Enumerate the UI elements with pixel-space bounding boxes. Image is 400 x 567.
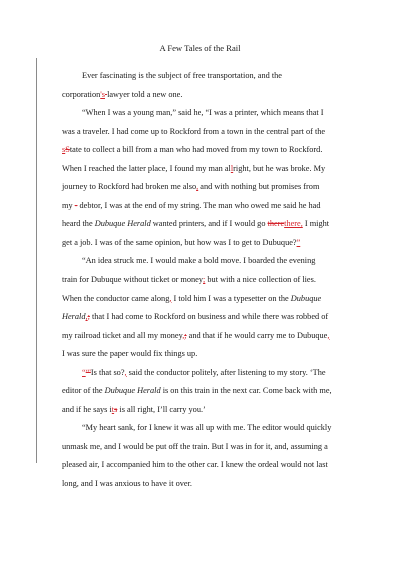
text-segment: said the conductor politely, after listening to my story. ‘The xyxy=(126,367,326,377)
text-segment: and if he says i xyxy=(62,404,112,414)
inserted-text: , xyxy=(196,182,199,192)
text-segment: journey to Rockford had broken me also xyxy=(62,182,197,192)
text-line xyxy=(62,234,368,253)
revision-margin-bar xyxy=(36,58,37,463)
deleted-text: ; xyxy=(87,312,90,322)
deleted-text: - xyxy=(74,200,78,210)
deleted-text: s xyxy=(114,404,118,414)
text-line xyxy=(62,382,368,401)
text-segment: lawyer told a new one. xyxy=(107,89,183,99)
inserted-text: l xyxy=(230,163,234,173)
text-segment: When the conductor came along xyxy=(62,293,170,303)
text-line xyxy=(62,123,368,142)
text-segment: was sure the paper would fix things up. xyxy=(66,349,198,359)
text-segment: get a job. I xyxy=(62,237,100,247)
text-segment: “An idea struck me. I would make a bold move. I boarded the evening xyxy=(82,256,316,266)
text-segment: debtor, I was at the end of my string. The man who owed me said he had xyxy=(77,200,321,210)
inserted-text: s xyxy=(62,145,66,155)
text-segment: my xyxy=(62,200,75,210)
text-segment: train for Dubuque without ticket or money xyxy=(62,275,204,285)
document-body xyxy=(62,67,368,494)
text-line xyxy=(62,178,368,197)
text-line xyxy=(62,290,368,309)
text-segment: Ever fascinating is the subject of free transportation, and the xyxy=(82,71,282,80)
text-segment: was of the same opinion, but how was I to get to Dubuque? xyxy=(99,237,297,247)
italic-title: Dubuque Herald xyxy=(104,386,161,396)
text-segment: and with nothing but promises from xyxy=(198,182,320,192)
text-segment: was a traveler. I had come up to Rockford from a town in the central part of the xyxy=(62,126,326,136)
document-title: A Few Tales of the Rail xyxy=(159,43,241,53)
text-line xyxy=(62,215,368,234)
text-segment: right, but he was broke. My xyxy=(233,163,326,173)
text-segment: editor of the xyxy=(62,386,105,396)
text-line xyxy=(62,86,368,105)
inserted-text: , xyxy=(85,312,88,322)
text-segment: tate to collect a bill from a man who had moved from my town to Rockford. xyxy=(69,145,323,155)
inserted-text: “ xyxy=(82,367,86,377)
inserted-text: t xyxy=(111,404,115,414)
text-line xyxy=(62,197,368,216)
text-line xyxy=(62,271,368,290)
text-line xyxy=(62,141,368,160)
inserted-text: ” xyxy=(296,237,301,247)
inserted-text: 's xyxy=(100,89,105,99)
text-line xyxy=(62,364,368,383)
text-segment: the xyxy=(82,219,95,229)
deleted-text: ; xyxy=(184,330,187,340)
italic-title: Dubuque Herald xyxy=(94,219,151,229)
inserted-text: , xyxy=(327,330,330,340)
text-segment: I told him I was a typesetter on the xyxy=(171,293,291,303)
text-line xyxy=(62,401,368,420)
text-segment: is on this train in the next car. Come back with me, xyxy=(160,386,332,396)
text-line xyxy=(62,419,368,438)
text-segment: “My heart sank, for I knew it was all up with me. The editor would quickly xyxy=(82,423,332,433)
inserted-text: , xyxy=(124,367,127,377)
text-segment: wanted printers, and if I would go xyxy=(150,219,268,229)
text-line xyxy=(62,327,368,346)
italic-title: Dubuque xyxy=(290,293,322,303)
text-segment: my railroad ticket and all my money xyxy=(62,330,183,340)
text-segment: When I reached the latter place, I found my man al xyxy=(62,163,231,173)
text-line xyxy=(62,438,368,457)
text-segment: I might xyxy=(302,219,330,229)
text-segment: pleased air, I accompanied him to the other car. I knew the ordeal would not last xyxy=(62,460,328,470)
text-segment: I xyxy=(62,349,67,359)
text-line xyxy=(62,104,368,123)
text-line xyxy=(62,475,368,494)
text-segment: “When I was a young man,” said he, “I was a printer, which means that I xyxy=(82,108,324,118)
inserted-text: , xyxy=(182,330,185,340)
text-line xyxy=(62,345,368,364)
deleted-text: S xyxy=(65,145,70,155)
deleted-text: there xyxy=(267,219,285,229)
text-segment: unmask me, and I would be put off the train. But I was in for it, and, assuming a xyxy=(62,441,328,451)
inserted-text: , xyxy=(169,293,172,303)
inserted-text: ; xyxy=(203,275,206,285)
text-segment: long, and I was anxious to have it over. xyxy=(62,479,192,489)
text-line xyxy=(62,308,368,327)
text-line xyxy=(62,67,368,86)
text-line xyxy=(62,252,368,271)
text-segment: but with a nice collection of lies. xyxy=(205,275,316,285)
text-segment: that I had come to Rockford on business and while there was robbed of xyxy=(89,312,329,322)
text-line xyxy=(62,456,368,475)
text-line xyxy=(62,160,368,179)
text-segment: heard xyxy=(62,219,83,229)
text-segment: and that if he would carry me to Dubuque xyxy=(186,330,328,340)
text-segment: Is that so? xyxy=(90,367,125,377)
deleted-text: “' xyxy=(85,367,91,377)
italic-title: Herald xyxy=(62,312,86,322)
text-segment: is all right, I’ll carry you.’ xyxy=(117,404,206,414)
inserted-text: there, xyxy=(284,219,303,229)
text-segment: corporation xyxy=(62,89,101,99)
